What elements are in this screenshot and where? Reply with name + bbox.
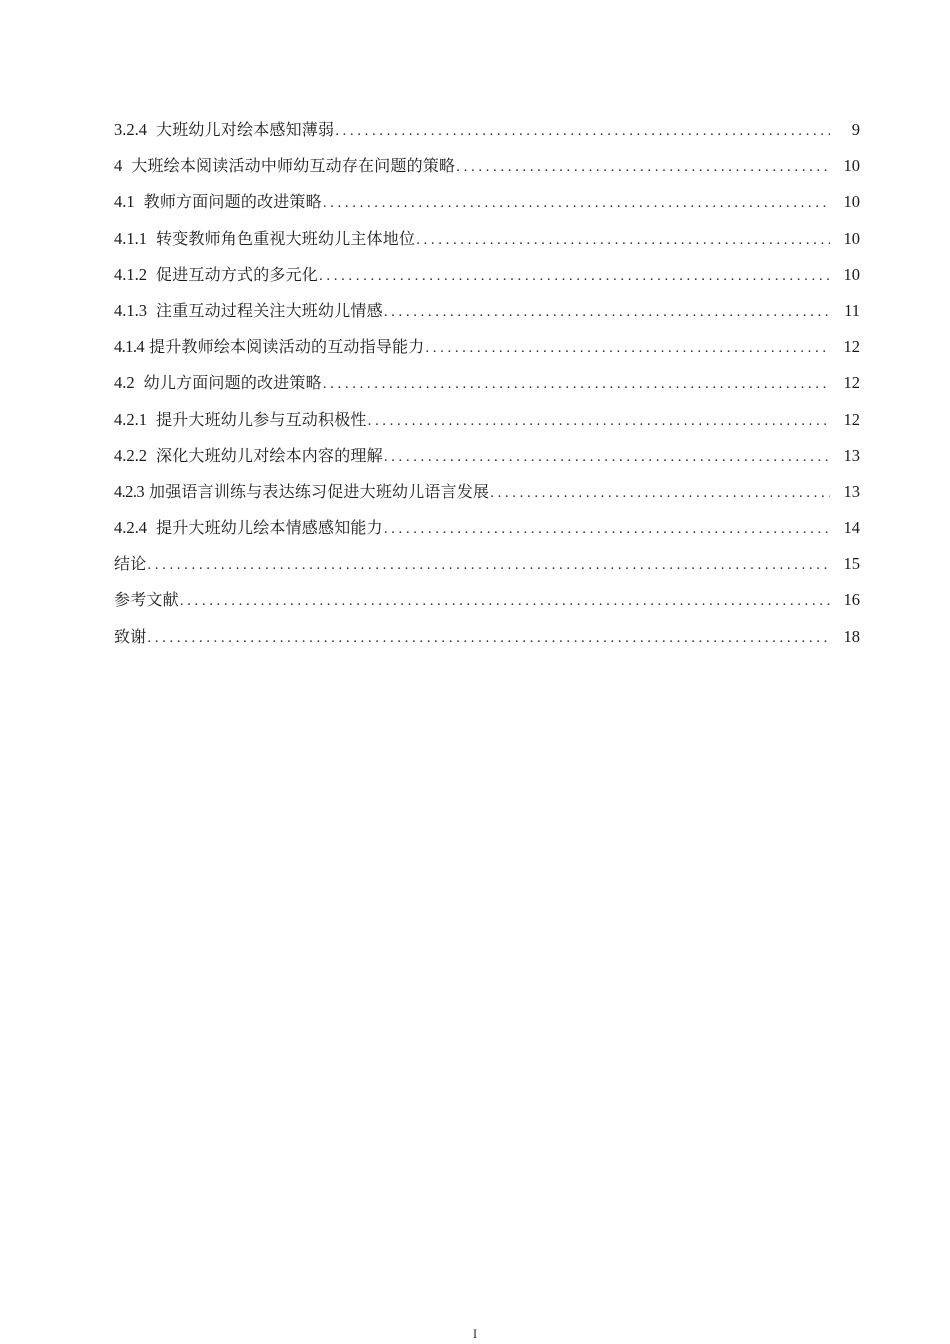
toc-entry-page: 9: [851, 120, 860, 139]
toc-entry-number: 4.2.2: [114, 445, 147, 465]
toc-entry-number: 4.1: [114, 192, 135, 212]
toc-entry-title: 大班绘本阅读活动中师幼互动存在问题的策略: [131, 156, 456, 176]
toc-entry-title: 大班幼儿对绘本感知薄弱: [156, 120, 335, 139]
toc-entry-title: 加强语言训练与表达练习促进大班幼儿语言发展: [149, 481, 490, 501]
toc-entry-page: 12: [843, 409, 860, 429]
toc-entry[interactable]: [114, 619, 860, 655]
toc-entry-page: 10: [843, 264, 860, 284]
toc-dot-leader: [416, 222, 830, 257]
toc-entry-title: 参考文献: [114, 590, 179, 610]
toc-dot-leader: [335, 113, 830, 148]
toc-entry[interactable]: [114, 365, 860, 401]
toc-entry-page: 10: [843, 192, 860, 212]
toc-dot-leader: [490, 475, 830, 510]
toc-entry[interactable]: [114, 112, 860, 148]
toc-entry-page: 16: [843, 590, 860, 610]
toc-entry-page: 10: [843, 228, 860, 248]
toc-entry-title: 教师方面问题的改进策略: [143, 192, 322, 212]
toc-entry-number: 4: [114, 156, 123, 176]
toc-dot-leader: [180, 583, 830, 618]
toc-entry-title: 转变教师角色重视大班幼儿主体地位: [156, 228, 416, 248]
toc-entry-title: 致谢: [114, 626, 147, 646]
toc-entry[interactable]: [114, 438, 860, 474]
toc-entry-page: 12: [843, 373, 860, 393]
toc-entry-page: 13: [843, 481, 860, 501]
toc-dot-leader: [384, 439, 830, 474]
toc-entry[interactable]: [114, 582, 860, 618]
toc-entry-page: 11: [844, 300, 860, 320]
toc-entry-number: 4.1.4: [114, 337, 145, 357]
toc-entry[interactable]: [114, 402, 860, 438]
toc-entry-number: 4.2.4: [114, 518, 147, 538]
toc-entry-title: 提升教师绘本阅读活动的互动指导能力: [149, 337, 425, 357]
toc-entry-number: 4.2.1: [114, 409, 147, 429]
toc-entry[interactable]: [114, 293, 860, 329]
toc-entry-title: 提升大班幼儿绘本情感感知能力: [156, 518, 383, 538]
toc-entry-page: 18: [843, 626, 860, 646]
toc-entry-title: 注重互动过程关注大班幼儿情感: [156, 300, 383, 320]
toc-dot-leader: [368, 403, 830, 438]
toc-entry-number: 3.2.4: [114, 120, 147, 139]
toc-entry-title: 促进互动方式的多元化: [156, 264, 319, 284]
toc-dot-leader: [147, 547, 830, 582]
page-number-footer: I: [472, 1326, 478, 1341]
toc-entry[interactable]: [114, 257, 860, 293]
toc-entry[interactable]: [114, 148, 860, 184]
toc-entry-title: 结论: [114, 554, 147, 574]
toc-entry[interactable]: [114, 510, 860, 546]
toc-entry[interactable]: [114, 546, 860, 582]
toc-dot-leader: [384, 294, 830, 329]
toc-entry-title: 幼儿方面问题的改进策略: [143, 373, 322, 393]
toc-entry-page: 15: [843, 554, 860, 574]
toc-dot-leader: [456, 149, 830, 184]
toc-entry-number: 4.2: [114, 373, 135, 393]
toc-dot-leader: [384, 511, 830, 546]
toc-entry[interactable]: [114, 221, 860, 257]
toc-entry-page: 10: [843, 156, 860, 176]
toc-entry-title: 提升大班幼儿参与互动积极性: [156, 409, 367, 429]
table-of-contents: [114, 112, 860, 655]
toc-entry-number: 4.2.3: [114, 481, 145, 501]
toc-entry-page: 14: [843, 518, 860, 538]
toc-dot-leader: [323, 366, 830, 401]
toc-entry-number: 4.1.2: [114, 264, 147, 284]
toc-dot-leader: [319, 258, 830, 293]
toc-entry-page: 13: [843, 445, 860, 465]
toc-entry-title: 深化大班幼儿对绘本内容的理解: [156, 445, 383, 465]
toc-entry-page: 12: [843, 337, 860, 357]
toc-dot-leader: [147, 620, 830, 655]
toc-entry[interactable]: [114, 184, 860, 220]
toc-dot-leader: [425, 330, 830, 365]
toc-entry[interactable]: [114, 474, 860, 510]
toc-entry[interactable]: [114, 329, 860, 365]
toc-entry-number: 4.1.1: [114, 228, 147, 248]
toc-dot-leader: [323, 185, 830, 220]
toc-entry-number: 4.1.3: [114, 300, 147, 320]
